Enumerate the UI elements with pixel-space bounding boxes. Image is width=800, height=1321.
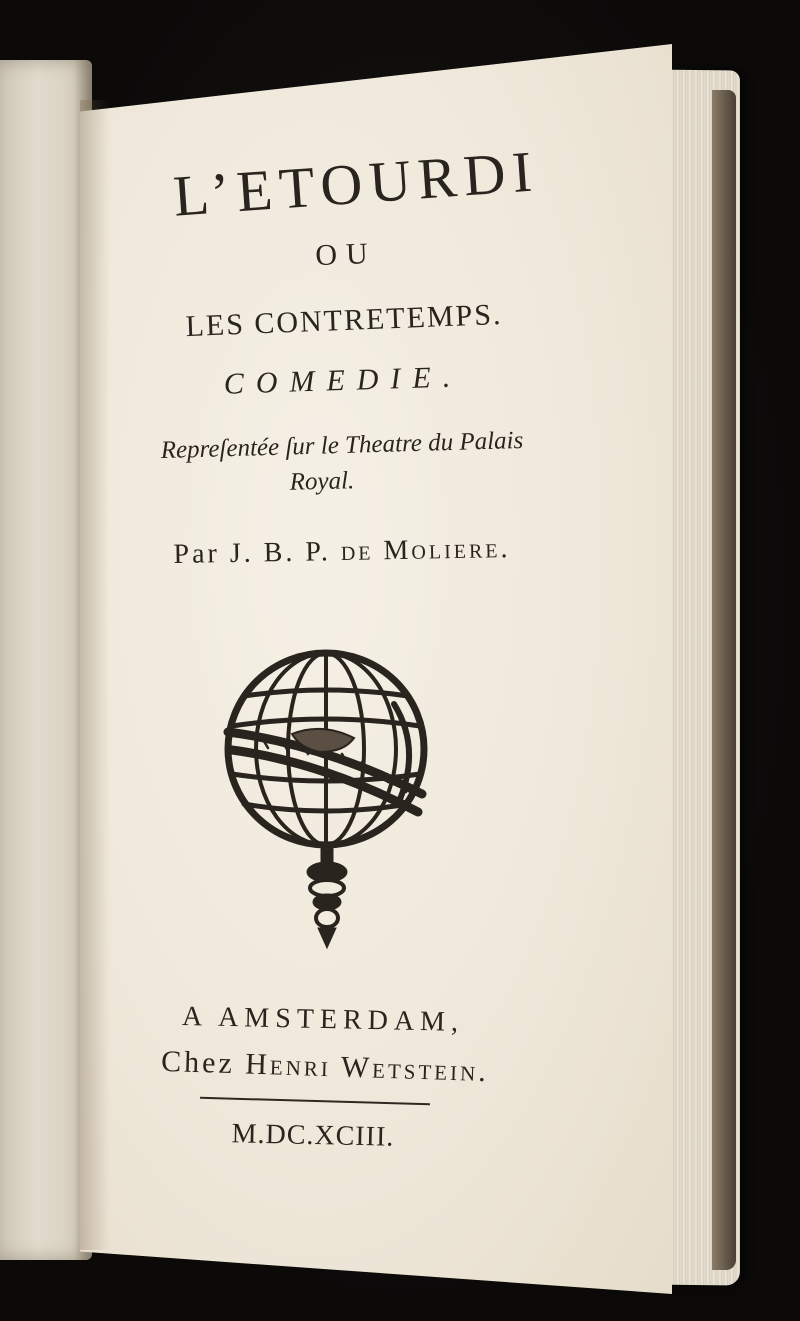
- author-prefix: Par: [173, 538, 221, 570]
- publisher-prefix: Chez: [160, 1044, 236, 1081]
- publisher-name: Henri Wetstein.: [244, 1047, 490, 1089]
- author-line: [173, 533, 511, 571]
- author-name: J. B. P. de Moliere.: [229, 533, 511, 569]
- imprint-date: M.DC.XCIII.: [231, 1118, 395, 1153]
- genre-label: COMEDIE.: [223, 360, 463, 401]
- left-page: [0, 60, 92, 1260]
- gutter-shadow: [80, 100, 110, 1250]
- page-edges-shadow: [712, 90, 736, 1270]
- book-subtitle: LES CONTRETEMPS.: [184, 297, 504, 344]
- armillary-sphere-icon: [222, 644, 432, 954]
- performance-line-1: Repreſentée ſur le Theatre du Palais: [160, 426, 524, 465]
- imprint-place: A AMSTERDAM,: [181, 1001, 465, 1038]
- book-title: L’ETOURDI: [171, 138, 541, 229]
- title-conjunction: OU: [314, 236, 378, 273]
- performance-line-2: Royal.: [289, 467, 355, 496]
